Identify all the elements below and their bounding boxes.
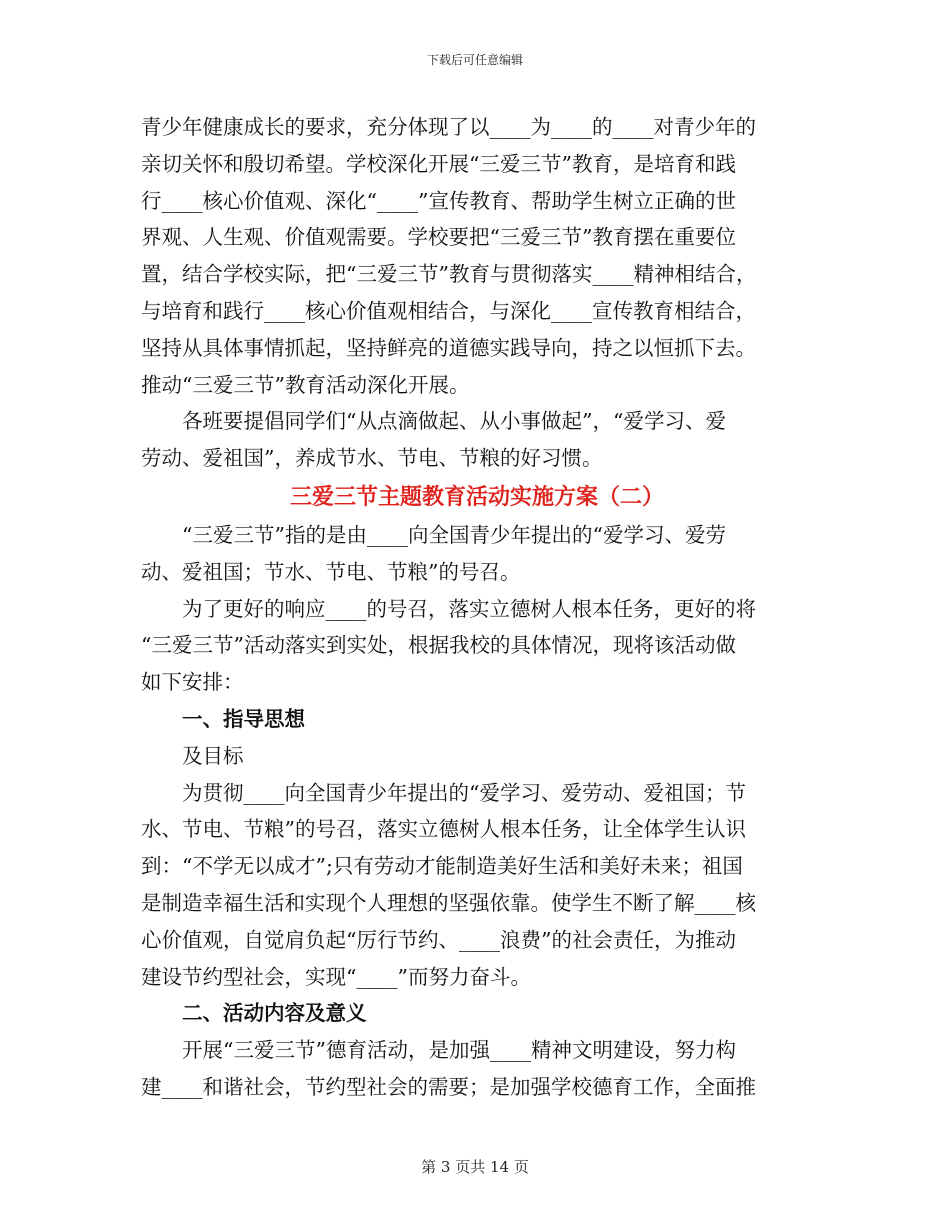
body-line: 到：“不学无以成才”;只有劳动才能制造美好生活和美好未来；祖国 (141, 854, 743, 879)
body-line: 坚持从具体事情抓起，坚持鲜亮的道德实践导向，持之以恒抓下去。 (141, 335, 756, 360)
document-body (141, 109, 813, 1106)
body-line: 青少年健康成长的要求，充分体现了以____为____的____对青少年的 (141, 115, 756, 139)
body-line: 为了更好的响应____的号召，落实立德树人根本任务，更好的将 (182, 596, 756, 621)
body-line: 建设节约型社会，实现“____”而努力奋斗。 (141, 964, 531, 989)
body-line: 各班要提倡同学们“从点滴做起、从小事做起”，“爱学习、爱 (182, 409, 726, 434)
heading-guiding-ideology: 一、指导思想 (182, 706, 305, 731)
body-line: 置，结合学校实际，把“三爱三节”教育与贯彻落实____精神相结合， (141, 262, 757, 287)
body-line: 亲切关怀和殷切希望。学校深化开展“三爱三节”教育，是培育和践 (141, 151, 736, 176)
body-line: 与培育和践行____核心价值观相结合，与深化____宣传教育相结合， (141, 298, 756, 323)
body-line: 心价值观，自觉肩负起“厉行节约、____浪费”的社会责任，为推动 (141, 927, 736, 952)
body-line: “三爱三节”指的是由____向全国青少年提出的“爱学习、爱劳 (182, 522, 726, 547)
body-line: 劳动、爱祖国”，养成节水、节电、节粮的好习惯。 (141, 446, 603, 471)
body-line: 动、爱祖国；节水、节电、节粮”的号召。 (141, 559, 521, 584)
body-line: 如下安排： (141, 670, 244, 695)
body-line: 为贯彻____向全国青少年提出的“爱学习、爱劳动、爱祖国；节 (182, 780, 746, 805)
body-line: 行____核心价值观、深化“____”宣传教育、帮助学生树立正确的世 (141, 188, 736, 213)
body-line: 是制造幸福生活和实现个人理想的坚强依靠。使学生不断了解____核 (141, 890, 756, 915)
page-footer: 第 3 页共 14 页 (421, 1158, 529, 1176)
body-line: 建____和谐社会，节约型社会的需要；是加强学校德育工作，全面推 (141, 1074, 756, 1099)
body-line: 开展“三爱三节”德育活动，是加强____精神文明建设，努力构 (182, 1038, 736, 1063)
body-line: 水、节电、节粮”的号召，落实立德树人根本任务，让全体学生认识 (141, 817, 746, 842)
body-line: 推动“三爱三节”教育活动深化开展。 (141, 372, 470, 397)
body-line: “三爱三节”活动落实到实处，根据我校的具体情况，现将该活动做 (141, 633, 736, 658)
body-line: 界观、人生观、价值观需要。学校要把“三爱三节”教育摆在重要位 (141, 225, 736, 250)
page-header: 下载后可任意编辑 (426, 53, 523, 67)
section-title: 三爱三节主题教育活动实施方案（二） (289, 483, 664, 510)
heading-activity-content: 二、活动内容及意义 (182, 1001, 367, 1026)
body-line: 及目标 (182, 743, 244, 768)
